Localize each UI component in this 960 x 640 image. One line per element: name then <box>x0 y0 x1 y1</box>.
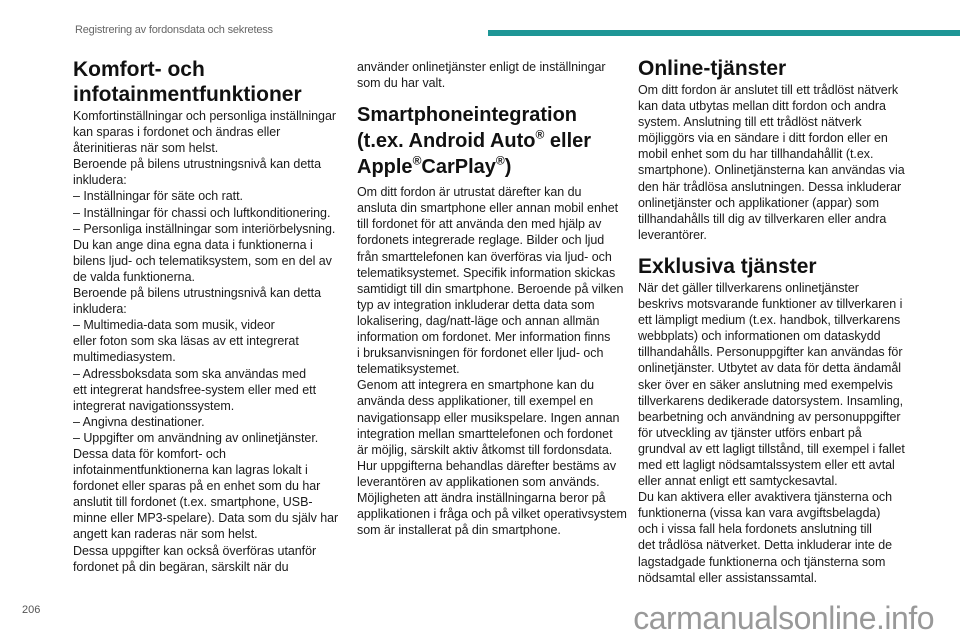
text-line: multimediasystem. <box>73 350 176 365</box>
page-number: 206 <box>22 604 41 616</box>
text-line: eller annat enligt ett samtyckesavtal. <box>638 474 838 489</box>
text-line: applikationen i fråga och på vilket operativsystem <box>357 507 627 522</box>
text-line: minne eller MP3-spelare). Data som du själv har <box>73 511 339 526</box>
text-line: lagstadgade funktionerna och tjänsterna som <box>638 554 886 569</box>
heading-smartphoneintegration <box>357 102 632 180</box>
heading-line: Apple®CarPlay®) <box>357 153 512 179</box>
text-line: som du har valt. <box>357 76 446 91</box>
text-line: – Multimedia-data som musik, videor <box>73 318 275 333</box>
text-line: fordonets integrerade reglage. Bilder och ljud <box>357 233 605 248</box>
text-line: leverantörer. <box>638 227 707 242</box>
text-line: Möjligheten att ändra inställningarna beror på <box>357 490 606 505</box>
text-line: lokalisering, dag/natt-läge och annan allmän <box>357 313 600 328</box>
text-line: anslutit till fordonet (t.ex. smartphone, USB- <box>73 495 313 510</box>
text-line: – Personliga inställningar som interiörbelysning. <box>73 221 336 236</box>
column-3 <box>638 56 913 586</box>
registered-mark: ® <box>412 153 422 168</box>
text-line: tillhandahålls till dig av tillverkaren eller andra <box>638 211 887 226</box>
text-line: kan sparas i fordonet och ändras eller <box>73 125 281 140</box>
text-line: Om ditt fordon är anslutet till ett trådlöst nätverk <box>638 83 899 97</box>
text-line: integration mellan smarttelefonen och fordonet <box>357 426 613 441</box>
text-line: Dessa data för komfort- och <box>73 446 226 461</box>
text-line: använder onlinetjänster enligt de inställningar <box>357 60 606 74</box>
text-line: de valda funktionerna. <box>73 269 195 284</box>
text-line: återinitieras när som helst. <box>73 141 219 156</box>
text-line: – Angivna destinationer. <box>73 414 205 429</box>
heading-exklusiva-tjanster: Exklusiva tjänster <box>638 254 817 278</box>
text-line: i bruksanvisningen för fordonet eller ljud- och <box>357 346 604 361</box>
text-line: den här trådlösa anslutningen. Dessa inkluderar <box>638 179 902 194</box>
text-line: sker över en säker anslutning med exempelvis <box>638 377 893 392</box>
header-accent-bar <box>488 30 960 36</box>
text-line: – Inställningar för chassi och luftkonditionering. <box>73 205 331 220</box>
text-line: Du kan aktivera eller avaktivera tjänsterna och <box>638 490 893 505</box>
text-line: Om ditt fordon är utrustat därefter kan du <box>357 185 582 200</box>
text-line: fordonet eller sparas på en enhet som du har <box>73 479 321 494</box>
text-line: angett kan raderas när som helst. <box>73 527 258 542</box>
text-line: telematiksystemet. <box>357 362 460 377</box>
text-line: – Adressboksdata som ska användas med <box>73 366 307 381</box>
text-line: ansluta din smartphone eller annan mobil enhet <box>357 201 619 216</box>
running-header: Registrering av fordonsdata och sekretess <box>75 24 273 36</box>
text-line: Dessa uppgifter kan också överföras utanför <box>73 543 317 558</box>
text-line: När det gäller tillverkarens onlinetjänster <box>638 280 859 295</box>
text-line: inkludera: <box>73 173 127 188</box>
heading-line: infotainmentfunktioner <box>73 83 302 106</box>
body-text-online <box>638 82 913 243</box>
text-line: – Inställningar för säte och ratt. <box>73 189 243 204</box>
text-line: mobil enhet som du har tillhandahållit (t.ex. <box>638 147 874 162</box>
text-line: beskrivs motsvarande funktioner av tillverkaren i <box>638 297 903 312</box>
body-text-intro <box>357 59 632 91</box>
text-line: ett lämpligt medium (t.ex. handbok, tillverkarens <box>638 313 901 328</box>
heading-online-tjanster: Online-tjänster <box>638 57 787 80</box>
text-line: och i vissa fall hela fordonets anslutning till <box>638 522 872 537</box>
text-line: eller foton som ska läsas av ett integrerat <box>73 334 299 349</box>
text-line: Du kan ange dina egna data i funktionerna i <box>73 237 313 252</box>
column-1 <box>73 57 343 575</box>
column-2 <box>357 59 632 538</box>
text-line: från smarttelefonen kan överföras via ljud- och <box>357 249 612 264</box>
text-line: fordonet på din begäran, särskilt när du <box>73 559 289 574</box>
text-line: Genom att integrera en smartphone kan du <box>357 378 595 393</box>
text-line: navigationsapp eller musikspelare. Ingen annan <box>357 410 620 425</box>
text-line: nödsamtal eller assistanssamtal. <box>638 570 818 585</box>
text-line: Hur uppgifterna behandlas därefter bestäms av <box>357 458 617 473</box>
text-line: tillverkarens dedikerade datorsystem. Insamling, <box>638 393 904 408</box>
text-line: till fordonet för att använda den med hjälp av <box>357 217 602 232</box>
text-line: information om fordonet. Mer information finns <box>357 330 611 345</box>
registered-mark: ® <box>495 153 505 168</box>
registered-mark: ® <box>535 127 545 142</box>
text-line: leverantören av applikationen som används. <box>357 474 600 489</box>
text-line: infotainmentfunktionerna kan lagras lokalt i <box>73 463 308 478</box>
text-line: med ett lagligt nödsamtalssystem eller ett avtal <box>638 457 895 472</box>
text-line: Komfortinställningar och personliga inställningar <box>73 109 336 123</box>
heading-komfort <box>73 57 343 107</box>
heading-line: (t.ex. Android Auto® eller <box>357 127 592 153</box>
body-text <box>357 184 632 538</box>
heading-line: Smartphoneintegration <box>357 104 578 127</box>
text-line: som är installerat på din smartphone. <box>357 523 561 538</box>
text-line: tillhandahålls. Personuppgifter kan användas för <box>638 345 903 360</box>
text-line: smartphone). Onlinetjänsterna kan användas via <box>638 163 905 178</box>
text-line: onlinetjänster och applikationer (appar) som <box>638 195 879 210</box>
text-line: typ av integration inkluderar detta data som <box>357 297 595 312</box>
text-line: bilens ljud- och telematiksystem, som en del av <box>73 253 332 268</box>
body-text-exklusiva <box>638 280 913 586</box>
text-line: grundval av ett lagligt tillstånd, till exempel i fallet <box>638 441 905 456</box>
text-line: bearbetning och användning av personuppgifter <box>638 409 901 424</box>
body-text <box>73 108 343 575</box>
watermark: carmanualsonline.info <box>633 600 934 636</box>
text-line: telematiksystemet. Specifik information skickas <box>357 265 616 280</box>
text-line: integrerat navigationssystem. <box>73 398 235 413</box>
text-line: använda dess applikationer, till exempel en <box>357 394 594 409</box>
text-line: det trådlösa nätverket. Detta inkluderar inte de <box>638 538 892 553</box>
text-line: möjliggörs via en sändare i ditt fordon eller en <box>638 131 888 146</box>
text-line: onlinetjänster. Utbytet av data för detta ändamål <box>638 361 901 376</box>
text-line: samtidigt till din smartphone. Beroende på vilken <box>357 281 624 296</box>
text-line: funktionerna (vissa kan vara avgiftsbelagda) <box>638 506 881 521</box>
text-line: inkludera: <box>73 302 127 317</box>
text-line: kan data utbytas mellan ditt fordon och andra <box>638 99 886 114</box>
text-line: – Uppgifter om användning av onlinetjänster. <box>73 430 319 445</box>
heading-line: Komfort- och <box>73 58 205 81</box>
text-line: Beroende på bilens utrustningsnivå kan detta <box>73 286 321 301</box>
text-line: Beroende på bilens utrustningsnivå kan detta <box>73 157 321 172</box>
text-line: webbplats) och informationen om dataskydd <box>638 329 881 344</box>
text-line: är möjlig, särskilt aktiv åtkomst till fordonsdata. <box>357 442 613 457</box>
text-line: system. Anslutning till ett trådlöst nätverk <box>638 115 862 130</box>
text-line: ett integrerat handsfree-system eller med ett <box>73 382 317 397</box>
text-line: för utveckling av tjänster utförs enbart på <box>638 425 862 440</box>
